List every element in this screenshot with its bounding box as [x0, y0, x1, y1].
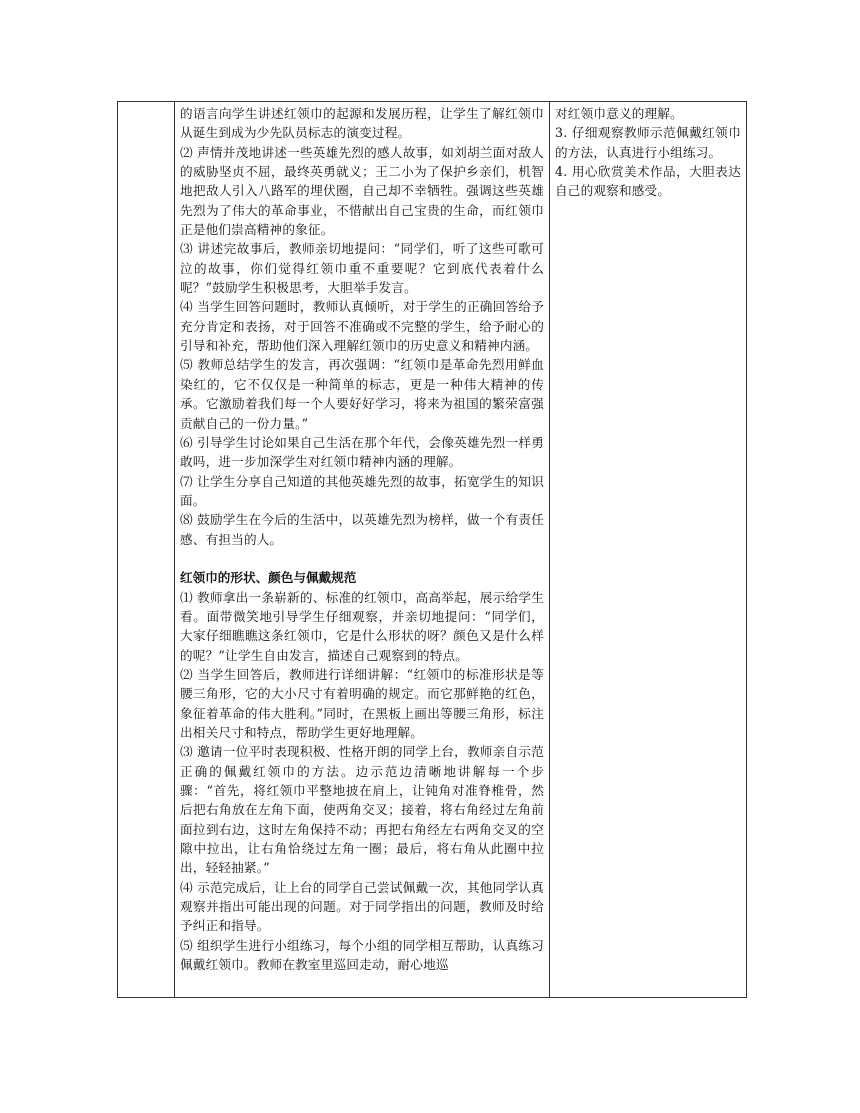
- shape-item: ⑴ 教师拿出一条崭新的、标准的红领巾，高高举起，展示给学生看。面带微笑地引导学生仔细观察，并亲切地提问：“同学们，大家仔细瞧瞧这条红领巾，它是什么形状的呀？颜色又是什么样的呢？”让学生自由发言，描述自己观察到的特点。: [180, 589, 544, 663]
- story-item: ⑹ 引导学生讨论如果自己生活在那个年代，会像英雄先烈一样勇敢吗，进一步加深学生对红领巾精神内涵的理解。: [180, 434, 544, 470]
- student-item: 对红领巾意义的理解。: [555, 106, 683, 121]
- story-item: ⑸ 教师总结学生的发言，再次强调：“红领巾是革命先烈用鲜血染红的，它不仅仅是一种简单的标志，更是一种伟大精神的传承。它激励着我们每一个人要好好学习，将来为祖国的繁荣富强贡献自己的一份力量。”: [180, 357, 544, 431]
- student-item: 4. 用心欣赏美术作品，大胆表达自己的观察和感受。: [555, 164, 741, 199]
- table-row: [118, 102, 747, 998]
- blank-line: [180, 549, 544, 568]
- student-item: 3. 仔细观察教师示范佩戴红领巾的方法，认真进行小组练习。: [555, 125, 741, 160]
- left-empty-cell: [118, 102, 175, 998]
- shape-item: ⑵ 当学生回答后，教师进行详细讲解：“红领巾的标准形状是等腰三角形，它的大小尺寸有着明确的规定。而它那鲜艳的红色，象征着革命的伟大胜利。”同时，在黑板上画出等腰三角形，标注出相关尺寸和特点，帮助学生更好地理解。: [180, 666, 544, 740]
- student-activity-cell: [550, 102, 747, 998]
- lesson-plan-table: [117, 101, 747, 998]
- shape-item: ⑸ 组织学生进行小组练习，每个小组的同学相互帮助，认真练习佩戴红领巾。教师在教室里巡回走动，耐心地巡: [180, 937, 544, 973]
- teacher-activity-cell: [175, 102, 550, 998]
- shape-item: ⑷ 示范完成后，让上台的同学自己尝试佩戴一次，其他同学认真观察并指出可能出现的问题。对于同学指出的问题，教师及时给予纠正和指导。: [180, 879, 544, 934]
- story-item: ⑻ 鼓励学生在今后的生活中，以英雄先烈为榜样，做一个有责任感、有担当的人。: [180, 512, 544, 547]
- intro-paragraph: 的语言向学生讲述红领巾的起源和发展历程，让学生了解红领巾从诞生到成为少先队员标志的演变过程。: [180, 106, 544, 141]
- story-item: ⑺ 让学生分享自己知道的其他英雄先烈的故事，拓宽学生的知识面。: [180, 473, 544, 508]
- section-heading: 红领巾的形状、颜色与佩戴规范: [180, 570, 357, 586]
- story-item: ⑶ 讲述完故事后，教师亲切地提问：“同学们，听了这些可歌可泣的故事，你们觉得红领巾重不重要呢？它到底代表着什么呢？”鼓励学生积极思考，大胆举手发言。: [180, 241, 544, 296]
- story-item: ⑵ 声情并茂地讲述一些英雄先烈的感人故事，如刘胡兰面对敌人的威胁坚贞不屈，最终英勇就义；王二小为了保护乡亲们，机智地把敌人引入八路军的埋伏圈，自己却不幸牺牲。强调这些英雄先烈为了伟大的革命事业，不惜献出自己宝贵的生命，而红领巾正是他们崇高精神的象征。: [180, 144, 544, 238]
- story-item: ⑷ 当学生回答问题时，教师认真倾听，对于学生的正确回答给予充分肯定和表扬，对于回答不准确或不完整的学生，给予耐心的引导和补充，帮助他们深入理解红领巾的历史意义和精神内涵。: [180, 299, 544, 354]
- shape-item: ⑶ 邀请一位平时表现积极、性格开朗的同学上台，教师亲自示范正确的佩戴红领巾的方法。边示范边清晰地讲解每一个步骤：“首先，将红领巾平整地披在肩上，让钝角对准脊椎骨，然后把右角放在左角下面，使两角交叉；接着，将右角经过左角前面拉到右边，这时左角保持不动；再把右角经左右两角交叉的空隙中拉出，让右角恰绕过左角一圈；最后，将右角从此圈中拉出，轻轻抽紧。”: [180, 744, 544, 876]
